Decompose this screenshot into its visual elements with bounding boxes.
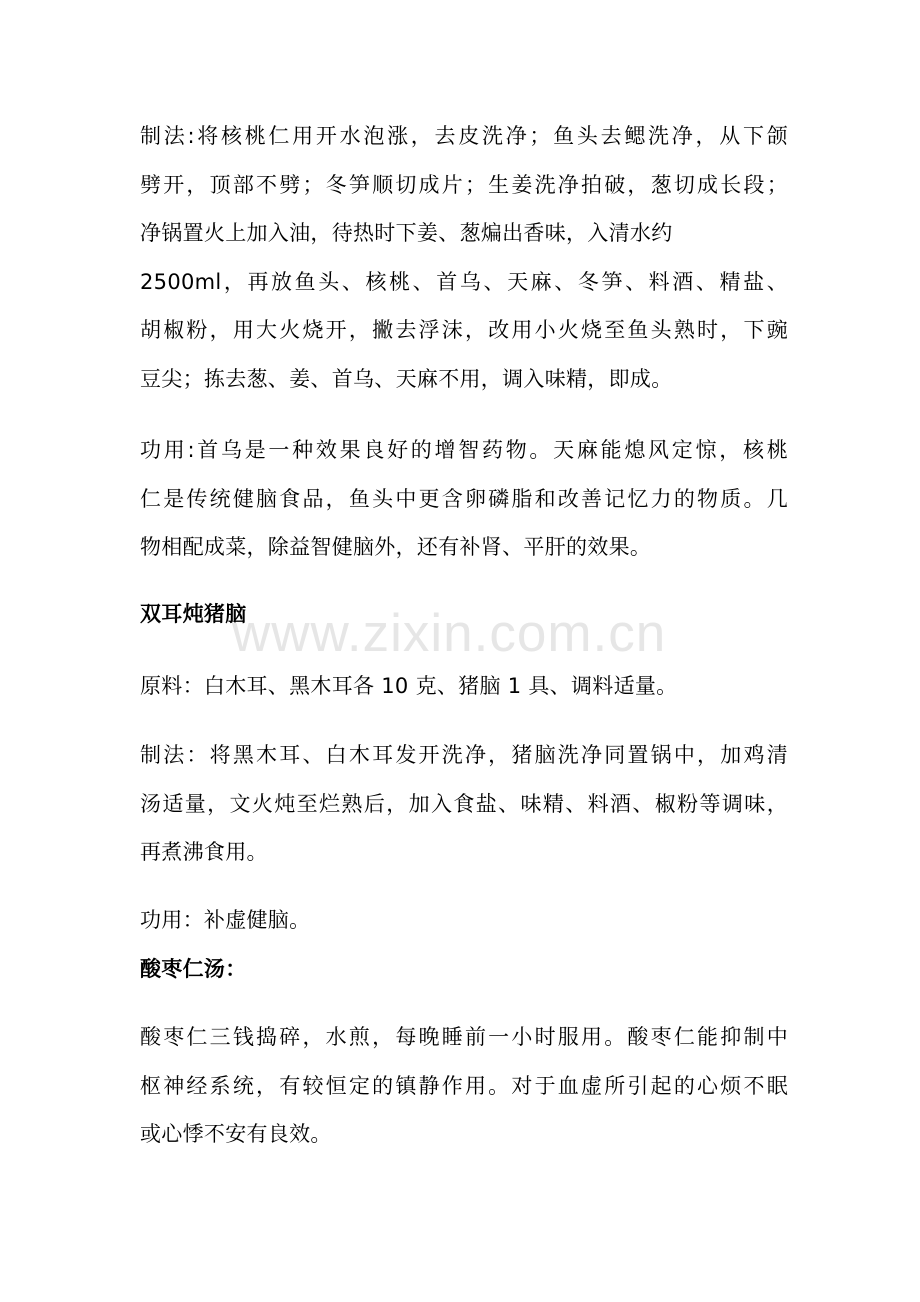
text-line: 功用:首乌是一种效果良好的增智药物。天麻能熄风定惊，核桃	[140, 438, 788, 462]
recipe-title-3	[140, 945, 788, 994]
effect-paragraph-2	[140, 896, 788, 945]
ingredients-paragraph-2	[140, 662, 788, 711]
method-paragraph-2	[140, 731, 788, 877]
heading-text: 双耳炖猪脑	[140, 602, 247, 626]
text-line: 2500ml，再放鱼头、核桃、首乌、天麻、冬笋、料酒、精盐、	[140, 269, 788, 294]
heading-text: 酸枣仁汤：	[140, 957, 247, 981]
description-paragraph-3	[140, 1013, 788, 1159]
text-line: 豆尖；拣去葱、姜、首乌、天麻不用，调入味精，即成。	[140, 366, 673, 391]
text-line: 酸枣仁三钱捣碎，水煎，每晚睡前一小时服用。酸枣仁能抑制中	[140, 1025, 788, 1049]
text-line: 汤适量，文火炖至烂熟后，加入食盐、味精、料酒、椒粉等调味，	[140, 791, 788, 816]
text-line: 原料：白木耳、黑木耳各 10 克、猪脑 1 具、调料适量。	[140, 674, 678, 698]
text-line: 劈开，顶部不劈；冬笋顺切成片；生姜洗净拍破，葱切成长段；	[140, 172, 788, 197]
watermark-text: www.zixin.com.cn	[232, 604, 667, 663]
method-paragraph-1	[140, 112, 788, 403]
text-line: 枢神经系统，有较恒定的镇静作用。对于血虚所引起的心烦不眠	[140, 1073, 788, 1098]
effect-paragraph-1	[140, 426, 788, 572]
text-line: 制法:将核桃仁用开水泡涨，去皮洗净；鱼头去鳃洗净，从下颌	[140, 124, 788, 148]
text-line: 制法：将黑木耳、白木耳发开洗净，猪脑洗净同置锅中，加鸡清	[140, 743, 788, 767]
text-line: 胡椒粉，用大火烧开，撇去浮沫，改用小火烧至鱼头熟时，下豌	[140, 318, 788, 342]
text-line: 功用：补虚健脑。	[140, 908, 311, 932]
text-line: 再煮沸食用。	[140, 840, 268, 864]
text-line: 仁是传统健脑食品，鱼头中更含卵磷脂和改善记忆力的物质。几	[140, 486, 788, 511]
text-line: 物相配成菜，除益智健脑外，还有补肾、平肝的效果。	[140, 535, 652, 559]
recipe-title-2	[140, 590, 788, 639]
text-line: 净锅置火上加入油，待热时下姜、葱煸出香味，入清水约	[140, 221, 673, 245]
text-line: 或心悸不安有良效。	[140, 1122, 332, 1146]
